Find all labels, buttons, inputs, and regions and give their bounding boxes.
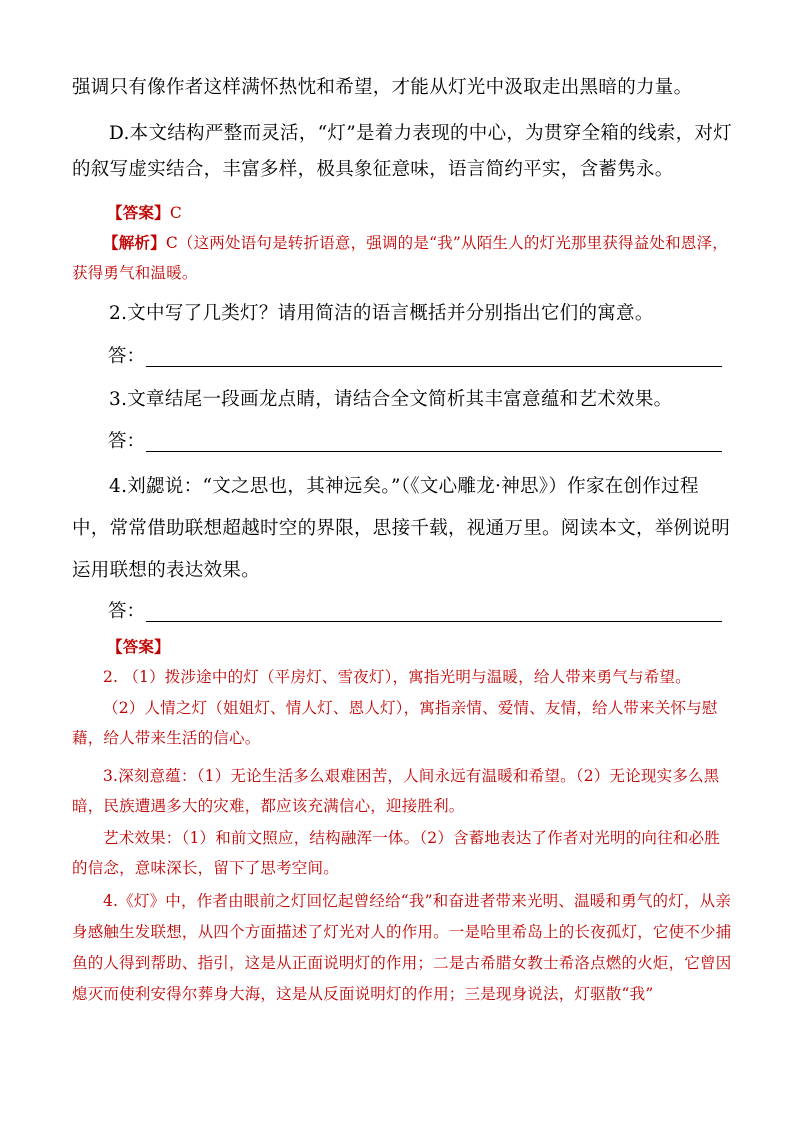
question-3: 3.文章结尾一段画龙点睛，请结合全文简析其丰富意蕴和艺术效果。 [109,389,673,410]
answer-3-effect: 艺术效果：（1）和前文照应，结构融浑一体。（2）含蓄地表达了作者对光明的向往和必胜的信念，意味深长，留下了思考空间。 [72,829,720,877]
answer-line-q2[interactable] [108,339,722,375]
answer-label: 答： [108,601,146,622]
answer-blank[interactable] [146,366,722,367]
question-4: 4.刘勰说：“文之思也，其神远矣。”（《文心雕龙·神思》）作家在创作过程中，常常借助联想超越时空的界限，思接千载，视通万里。阅读本文，举例说明运用联想的表达效果。 [72,476,731,581]
answer-line-q4[interactable] [108,594,722,630]
answer-label: 答： [108,431,146,452]
answer-blank[interactable] [146,451,722,452]
option-c-tail: 强调只有像作者这样满怀热忱和希望，才能从灯光中汲取走出黑暗的力量。 [72,77,693,98]
answer-2-part1: 2. （1）拨涉途中的灯（平房灯、雪夜灯），寓指光明与温暖，给人带来勇气与希望。 [103,668,691,686]
answer-tag: 【答案】 [107,203,170,222]
answer-heading-2 [72,632,732,662]
analysis-text: C（这两处语句是转折语意，强调的是“我”从陌生人的灯光那里获得益处和恩泽，获得勇气和温暖。 [72,234,728,282]
option-d: D.本文结构严整而灵活，“灯”是着力表现的中心，为贯穿全箱的线索，对灯的叙写虚实结合，丰富多样，极具象征意味，语言简约平实，含蓄隽永。 [72,123,732,180]
answer-2-part2: （2）人情之灯（姐姐灯、情人灯、恩人灯），寓指亲情、爱情、友情，给人带来关怀与慰藉，给人带来生活的信心。 [72,699,718,747]
answer-line-q3[interactable] [108,424,722,460]
analysis-tag: 【解析】 [103,233,166,252]
answer-blank[interactable] [146,621,722,622]
answer-1 [72,198,732,228]
answer-tag: 【答案】 [107,637,170,656]
answer-label: 答： [108,346,146,367]
answer-value: C [169,204,182,222]
answer-4: 4.《灯》中，作者由眼前之灯回忆起曾经给“我”和奋进者带来光明、温暖和勇气的灯，从亲身感触生发联想，从四个方面描述了灯光对人的作用。一是哈里希岛上的长夜孤灯，它使不少捕鱼的人得到帮助、指引，这是从正面说明灯的作用；二是古希腊女教士希洛点燃的火炬，它曾因熄灭而使利安得尔葬身大海，这是从反面说明灯的作用；三是现身说法，灯驱散“我” [72,892,732,1003]
answer-3-meaning: 3.深刻意蕴：（1）无论生活多么艰难困苦，人间永远有温暖和希望。（2）无论现实多么黑暗，民族遭遇多大的灾难，都应该充满信心，迎接胜利。 [72,767,720,815]
question-2: 2.文中写了几类灯？请用简洁的语言概括并分别指出它们的寓意。 [109,303,654,324]
analysis-1 [72,228,732,288]
